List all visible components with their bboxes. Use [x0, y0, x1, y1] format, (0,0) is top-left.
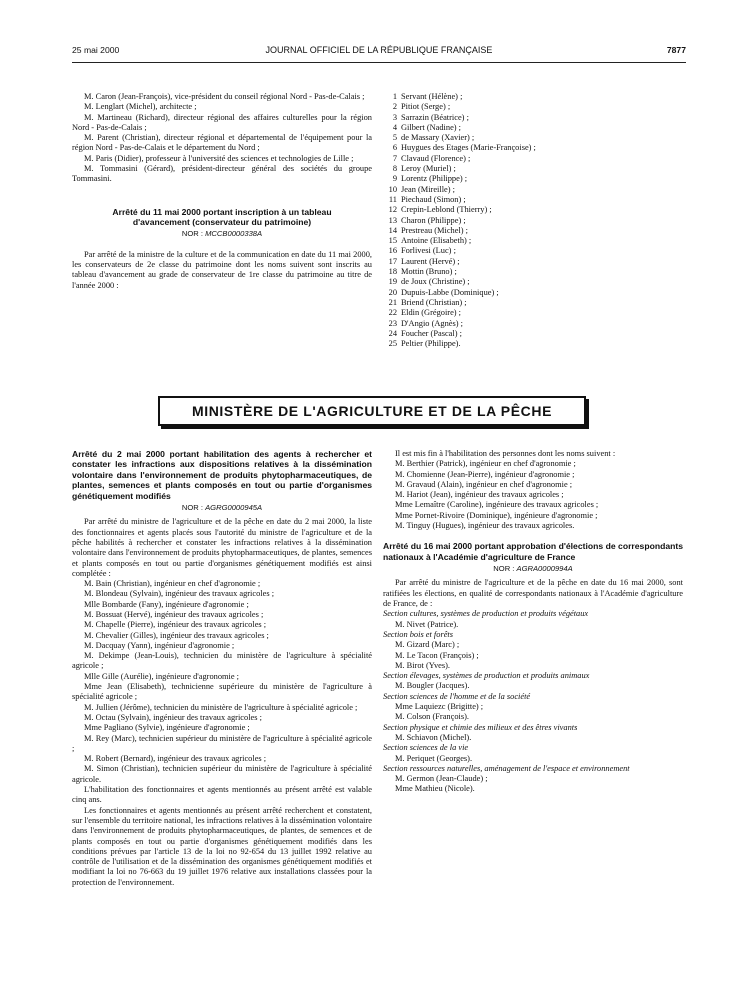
paragraph: M. Caron (Jean-François), vice-président du conseil régional Nord - Pas-de-Calais ;: [84, 92, 365, 101]
arrete-title: Arrêté du 2 mai 2000 portant habilitation des agents à rechercher et constater les infractions aux dispositions relatives à la dissémination volontaire dans l'environnement de produits phytopharmaceutiques, de plantes, semences et plants composés en tout ou partie d'organismes génétiquement modifiés: [72, 449, 372, 501]
journal-title: JOURNAL OFFICIEL DE LA RÉPUBLIQUE FRANÇAISE: [265, 45, 493, 55]
rank-number: 7: [392, 153, 397, 163]
list-item: Mlle Bombarde (Fany), ingénieure d'agronomie ;: [84, 599, 249, 609]
closing-text: Les fonctionnaires et agents mentionnés au présent arrêté recherchent et constatent, sur l'ensemble du territoire national, les infractions relatives à la dissémination volontaire dans l'environnement de produits phytopharmaceutiques, de plantes, de semences et de plants composés en tout ou partie d'organismes génétiquement modifiés dans les conditions prévues par l'article 13 de la loi no 92-654 du 13 juillet 1992 relative au contrôle de l'utilisation et de la dissémination des organismes génétiquement modifiés et modifiant la loi no 76-663 du 19 juillet 1976 relative aux installations classées pour la protection de l'environnement.: [72, 805, 372, 887]
list-item: M. Robert (Bernard), ingénieur des travaux agricoles ;: [84, 754, 267, 764]
list-item: Mme Pornet-Rivoire (Dominique), ingénieure d'agronomie ;: [395, 510, 598, 520]
rank-number: 21: [388, 297, 397, 307]
rank-number: 22: [388, 308, 397, 318]
list-item: M. Nivet (Patrice).: [395, 619, 459, 629]
rank-number: 15: [388, 236, 397, 246]
section-title: Section bois et forêts: [383, 629, 454, 639]
list-item: [383, 298, 683, 308]
section-title: Section élevages, systèmes de production et produits animaux: [383, 671, 590, 681]
person-name: Clavaud (Florence) ;: [401, 153, 471, 163]
person-name: Forlivesi (Luc) ;: [401, 246, 456, 256]
list-item: M. Rey (Marc), technicien supérieur du ministère de l'agriculture à spécialité agricole ;: [72, 733, 372, 753]
arrete-intro: Par arrêté du ministre de l'agriculture et de la pêche en date du 16 mai 2000, sont ratifiées les élections, en qualité de correspondants nationaux à l'Académie d'agriculture de France, de :: [383, 578, 683, 609]
list-item: [383, 236, 683, 246]
list-item: Mme Pagliano (Sylvie), ingénieure d'agronomie ;: [84, 723, 250, 733]
list-item: M. Colson (François).: [395, 712, 469, 722]
list-item: M. Blondeau (Sylvain), ingénieur des travaux agricoles ;: [84, 589, 275, 599]
list-item: M. Bossuat (Hervé), ingénieur des travaux agricoles ;: [84, 610, 264, 619]
list-item: M. Gizard (Marc) ;: [395, 640, 460, 650]
list-item: Mlle Gille (Aurélie), ingénieure d'agronomie ;: [84, 671, 239, 681]
list-item: Mme Jean (Elisabeth), technicienne supérieure du ministère de l'agriculture à spécialité agricole ;: [72, 682, 372, 702]
person-name: Sarrazin (Béatrice) ;: [401, 112, 469, 122]
person-name: Mottin (Bruno) ;: [401, 267, 457, 277]
list-item: Mme Laquiezc (Brigitte) ;: [395, 702, 484, 712]
arrete-intro: Par arrêté du ministre de l'agriculture et de la pêche en date du 2 mai 2000, la liste des fonctionnaires et agents placés sous l'autorité du ministre de l'agriculture et de la pêche habilités à rechercher et constater les infractions relatives à la dissémination volontaire dans l'environnement de produits phytopharmaceutiques, de plantes, semences et plants composés en tout ou partie d'organismes génétiquement modifiés est ainsi complétée :: [72, 517, 372, 578]
rank-number: 11: [388, 194, 397, 204]
rank-number: 4: [392, 122, 397, 132]
list-item: [383, 123, 683, 133]
person-name: Piechaud (Simon) ;: [401, 194, 466, 204]
section-title: Section cultures, systèmes de production et produits végétaux: [383, 609, 589, 619]
person-name: Peltier (Philippe).: [401, 339, 461, 349]
rank-number: 13: [388, 215, 397, 225]
list-item: Mme Mathieu (Nicole).: [395, 784, 475, 794]
ministry-banner: MINISTÈRE DE L'AGRICULTURE ET DE LA PÊCHE: [158, 396, 586, 426]
list-item: M. Periquet (Georges).: [395, 753, 473, 763]
paragraph: M. Tommasini (Gérard), président-directeur général des sociétés du groupe Tommasini.: [72, 164, 372, 184]
list-item: M. Simon (Christian), technicien supérieur du ministère de l'agriculture à spécialité agricole.: [72, 764, 372, 784]
list-item: M. Birot (Yves).: [395, 660, 450, 670]
rank-number: 5: [392, 133, 397, 143]
person-name: Antoine (Elisabeth) ;: [401, 236, 472, 246]
rank-number: 8: [392, 164, 397, 174]
list-item: [383, 216, 683, 226]
rank-number: 6: [392, 143, 397, 153]
list-item: [383, 113, 683, 123]
rank-number: 14: [388, 225, 397, 235]
arrete-title: Arrêté du 16 mai 2000 portant approbation d'élections de correspondants nationaux à l'Académie d'agriculture de France: [383, 541, 683, 562]
rank-number: 12: [388, 205, 397, 215]
list-item: [383, 339, 683, 349]
person-name: Pitiot (Serge) ;: [401, 102, 451, 112]
list-item: [383, 205, 683, 215]
paragraph: M. Paris (Didier), professeur à l'université des sciences et technologies de Lille ;: [84, 153, 354, 163]
person-name: Crepin-Leblond (Thierry) ;: [401, 205, 492, 215]
list-item: M. Gravaud (Alain), ingénieur en chef d'agronomie ;: [395, 479, 573, 489]
ranked-list: [383, 92, 683, 349]
list-item: M. Dacquay (Yann), ingénieur d'agronomie ;: [84, 640, 235, 650]
rank-number: 24: [388, 328, 397, 338]
list-item: [383, 319, 683, 329]
person-name: Lorentz (Philippe) ;: [401, 174, 468, 184]
list-item: [383, 174, 683, 184]
rank-number: 18: [388, 267, 397, 277]
person-name: Jean (Mireille) ;: [401, 184, 455, 194]
person-name: Huygues des Etages (Marie-Françoise) ;: [401, 143, 536, 153]
list-item: [383, 143, 683, 153]
rank-number: 23: [388, 318, 397, 328]
person-name: Dupuis-Labbe (Dominique) ;: [401, 287, 499, 297]
list-item: [383, 133, 683, 143]
person-name: Servant (Hélène) ;: [401, 92, 463, 101]
section-title: Section physique et chimie des milieux et des êtres vivants: [383, 722, 578, 732]
person-name: Charon (Philippe) ;: [401, 215, 466, 225]
list-item: M. Le Tacon (François) ;: [395, 650, 479, 660]
list-item: [383, 226, 683, 236]
top-left-column: [72, 92, 372, 291]
list-item: M. Chevalier (Gilles), ingénieur des travaux agricoles ;: [84, 630, 269, 640]
person-name: Leroy (Muriel) ;: [401, 164, 456, 174]
nor-line: NOR : MCCB0000338A: [181, 229, 263, 239]
rank-number: 10: [388, 184, 397, 194]
person-name: de Joux (Christine) ;: [401, 277, 470, 287]
list-item: [383, 308, 683, 318]
rank-number: 3: [392, 112, 397, 122]
list-item: [383, 102, 683, 112]
list-item: M. Octau (Sylvain), ingénieur des travaux agricoles ;: [84, 712, 262, 722]
section-title: Section sciences de la vie: [383, 743, 469, 753]
agent-list: [72, 579, 372, 785]
page-number: 7877: [666, 45, 686, 55]
list-item: M. Schiavon (Michel).: [395, 732, 472, 742]
person-name: Eldin (Grégoire) ;: [401, 308, 461, 318]
paragraph: M. Parent (Christian), directeur régional et départemental de l'équipement pour la région Nord - Pas-de-Calais et le département du Nord ;: [72, 133, 372, 153]
header-date: 25 mai 2000: [72, 45, 120, 55]
rank-number: 25: [388, 339, 397, 349]
rank-number: 9: [392, 174, 397, 184]
list-item: M. Chomienne (Jean-Pierre), ingénieur d'agronomie ;: [395, 469, 575, 479]
rank-number: 19: [388, 277, 397, 287]
bottom-left-column: [72, 449, 372, 888]
list-item: M. Dekimpe (Jean-Louis), technicien du ministère de l'agriculture à spécialité agricole ;: [72, 651, 372, 671]
person-name: Gilbert (Nadine) ;: [401, 122, 461, 132]
person-name: D'Angio (Agnès) ;: [401, 318, 463, 328]
list-item: [383, 154, 683, 164]
paragraph: M. Lenglart (Michel), architecte ;: [84, 102, 197, 112]
list-item: [383, 164, 683, 174]
list-item: M. Hariot (Jean), ingénieur des travaux agricoles ;: [395, 490, 564, 500]
validity-text: L'habilitation des fonctionnaires et agents mentionnés au présent arrêté est valable cinq ans.: [72, 785, 372, 805]
list-item: M. Chapelle (Pierre), ingénieur des travaux agricoles ;: [84, 620, 267, 630]
rank-number: 20: [388, 287, 397, 297]
list-item: M. Bougler (Jacques).: [395, 681, 470, 691]
list-item: [383, 195, 683, 205]
rank-number: 16: [388, 246, 397, 256]
list-item: M. Jullien (Jérôme), technicien du ministère de l'agriculture à spécialité agricole ;: [84, 702, 358, 712]
paragraph: M. Martineau (Richard), directeur régional des affaires culturelles pour la région Nord - Pas-de-Calais ;: [72, 112, 372, 132]
list-item: M. Germon (Jean-Claude) ;: [395, 774, 488, 784]
rank-number: 2: [392, 102, 397, 112]
person-name: Briend (Christian) ;: [401, 297, 467, 307]
end-habilitation-text: Il est mis fin à l'habilitation des personnes dont les noms suivent :: [395, 449, 616, 458]
list-item: [383, 329, 683, 339]
list-item: [383, 92, 683, 102]
list-item: [383, 246, 683, 256]
person-name: de Massary (Xavier) ;: [401, 133, 475, 143]
list-item: M. Tinguy (Hugues), ingénieur des travaux agricoles.: [395, 521, 575, 531]
person-name: Laurent (Hervé) ;: [401, 256, 460, 266]
end-habilitation-list: [383, 459, 683, 531]
nor-line: NOR : AGRG0000945A: [181, 503, 263, 513]
list-item: Mme Lemaître (Caroline), ingénieure des travaux agricoles ;: [395, 500, 599, 510]
list-item: [383, 277, 683, 287]
header-rule: [72, 62, 686, 63]
person-name: Prestreau (Michel) ;: [401, 225, 468, 235]
arrete-body: Par arrêté de la ministre de la culture et de la communication en date du 11 mai 2000, les conservateurs de 2e classe du patrimoine dont les noms suivent sont inscrits au tableau d'avancement au grade de conservateur de 1re classe du patrimoine au titre de l'année 2000 :: [72, 249, 372, 290]
bottom-right-column: [383, 449, 683, 795]
top-right-column: [383, 92, 683, 349]
section-title: Section ressources naturelles, aménagement de l'espace et environnement: [383, 763, 630, 773]
list-item: [383, 288, 683, 298]
list-item: [383, 267, 683, 277]
page-header: [72, 45, 686, 59]
section-title: Section sciences de l'homme et de la société: [383, 691, 531, 701]
rank-number: 17: [388, 256, 397, 266]
list-item: M. Berthier (Patrick), ingénieur en chef d'agronomie ;: [395, 459, 576, 469]
rank-number: 1: [392, 92, 397, 101]
list-item: M. Bain (Christian), ingénieur en chef d'agronomie ;: [84, 579, 261, 589]
list-item: [383, 185, 683, 195]
list-item: [383, 257, 683, 267]
academy-sections: [383, 609, 683, 794]
arrete-title: Arrêté du 11 mai 2000 portant inscription à un tableau d'avancement (conservateur du patrimoine): [112, 206, 332, 228]
nor-line: NOR : AGRA0000994A: [493, 564, 573, 574]
person-name: Foucher (Pascal) ;: [401, 328, 462, 338]
